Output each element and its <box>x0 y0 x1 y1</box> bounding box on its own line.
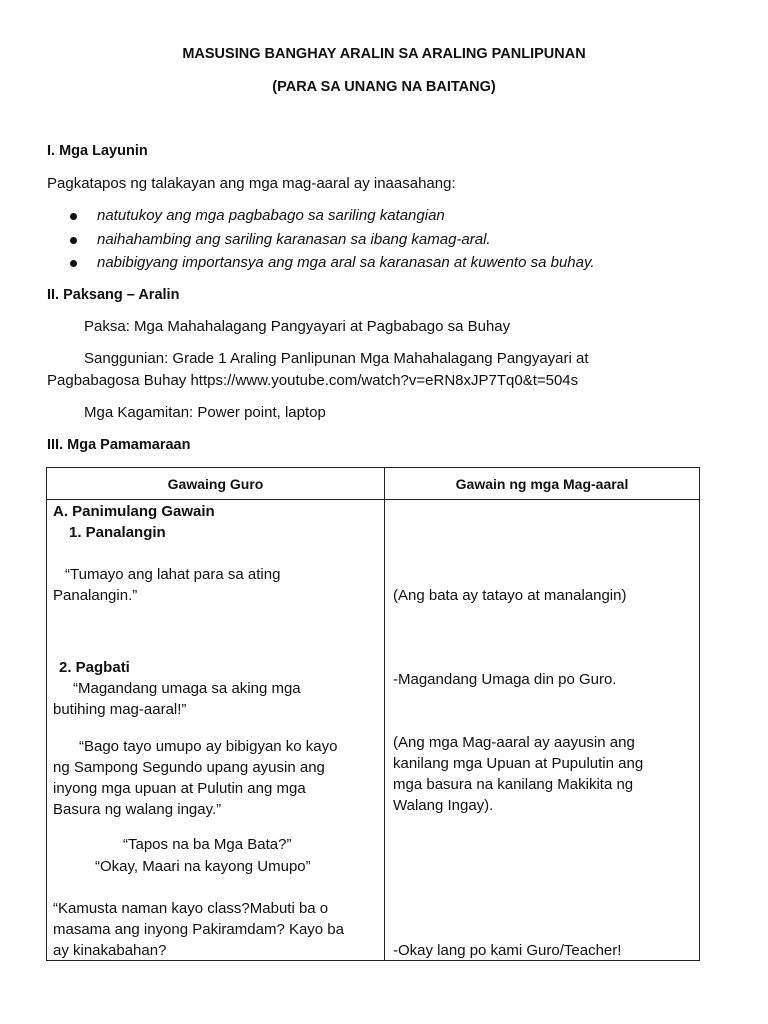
section-heading-paksang-aralin: II. Paksang – Aralin <box>47 287 180 303</box>
response-kamusta: -Okay lang po kami Guro/Teacher! <box>393 942 622 959</box>
guro-cell <box>47 500 385 961</box>
layunin-intro: Pagkatapos ng talakayan ang mga mag-aaral ay inaasahang: <box>47 175 456 192</box>
bago-line4: Basura ng walang ingay.” <box>53 801 222 818</box>
tapos-line: “Tapos na ba Mga Bata?” <box>123 836 292 853</box>
panimulang-gawain-heading: A. Panimulang Gawain <box>53 503 215 520</box>
response-ayusin-line4: Walang Ingay). <box>393 797 494 814</box>
section-heading-layunin: I. Mga Layunin <box>47 143 148 159</box>
sanggunian-text-line2: Pagbabagosa Buhay https://www.youtube.com/watch?v=eRN8xJP7Tq0&t=504s <box>47 372 579 389</box>
response-pagbati: -Magandang Umaga din po Guro. <box>393 671 617 688</box>
table-row <box>47 500 700 961</box>
column-header-gawain-mag-aaral: Gawain ng mga Mag-aaral <box>385 468 700 500</box>
list-item: nabibigyang importansya ang mga aral sa karanasan at kuwento sa buhay. <box>70 253 595 277</box>
kagamitan-text: Mga Kagamitan: Power point, laptop <box>84 404 326 421</box>
response-ayusin-line1: (Ang mga Mag-aaral ay aayusin ang <box>393 734 635 751</box>
kamusta-line2: masama ang inyong Pakiramdam? Kayo ba <box>53 921 344 938</box>
list-item: natutukoy ang mga pagbabago sa sariling katangian <box>70 206 595 230</box>
table-header-row <box>47 468 700 500</box>
bago-line1: “Bago tayo umupo ay bibigyan ko kayo <box>79 738 338 755</box>
bago-line2: ng Sampong Segundo upang ayusin ang <box>53 759 325 776</box>
sanggunian-text-line1: Sanggunian: Grade 1 Araling Panlipunan Mga Mahahalagang Pangyayari at <box>84 350 589 367</box>
panalangin-heading: 1. Panalangin <box>69 524 166 541</box>
kamusta-line1: “Kamusta naman kayo class?Mabuti ba o <box>53 900 329 917</box>
response-ayusin-line3: mga basura na kanilang Makikita ng <box>393 776 634 793</box>
document-subtitle: (PARA SA UNANG NA BAITANG) <box>272 79 496 95</box>
column-header-gawaing-guro: Gawaing Guro <box>47 468 385 500</box>
section-heading-pamamaraan: III. Mga Pamamaraan <box>47 437 191 453</box>
kamusta-line3: ay kinakabahan? <box>53 942 167 959</box>
response-panalangin: (Ang bata ay tatayo at manalangin) <box>393 587 627 604</box>
pagbati-line1: “Magandang umaga sa aking mga <box>73 680 301 697</box>
panalangin-line1: “Tumayo ang lahat para sa ating <box>65 566 281 583</box>
okay-line: “Okay, Maari na kayong Umupo” <box>95 858 311 875</box>
response-ayusin-line2: kanilang mga Upuan at Pupulutin ang <box>393 755 644 772</box>
bullet-icon <box>70 237 77 244</box>
bago-line3: inyong mga upuan at Pulutin ang mga <box>53 780 306 797</box>
list-item: naihahambing ang sariling karanasan sa ibang kamag-aral. <box>70 230 595 254</box>
pamamaraan-table <box>46 467 700 961</box>
mag-aaral-cell <box>385 500 700 961</box>
document-title: MASUSING BANGHAY ARALIN SA ARALING PANLIPUNAN <box>182 46 586 62</box>
paksa-text: Paksa: Mga Mahahalagang Pangyayari at Pagbabago sa Buhay <box>84 318 511 335</box>
bullet-icon <box>70 213 77 220</box>
panalangin-line2: Panalangin.” <box>53 587 138 604</box>
layunin-bullet-list <box>70 206 595 277</box>
pagbati-heading: 2. Pagbati <box>59 659 130 676</box>
pagbati-line2: butihing mag-aaral!” <box>53 701 187 718</box>
bullet-icon <box>70 260 77 267</box>
